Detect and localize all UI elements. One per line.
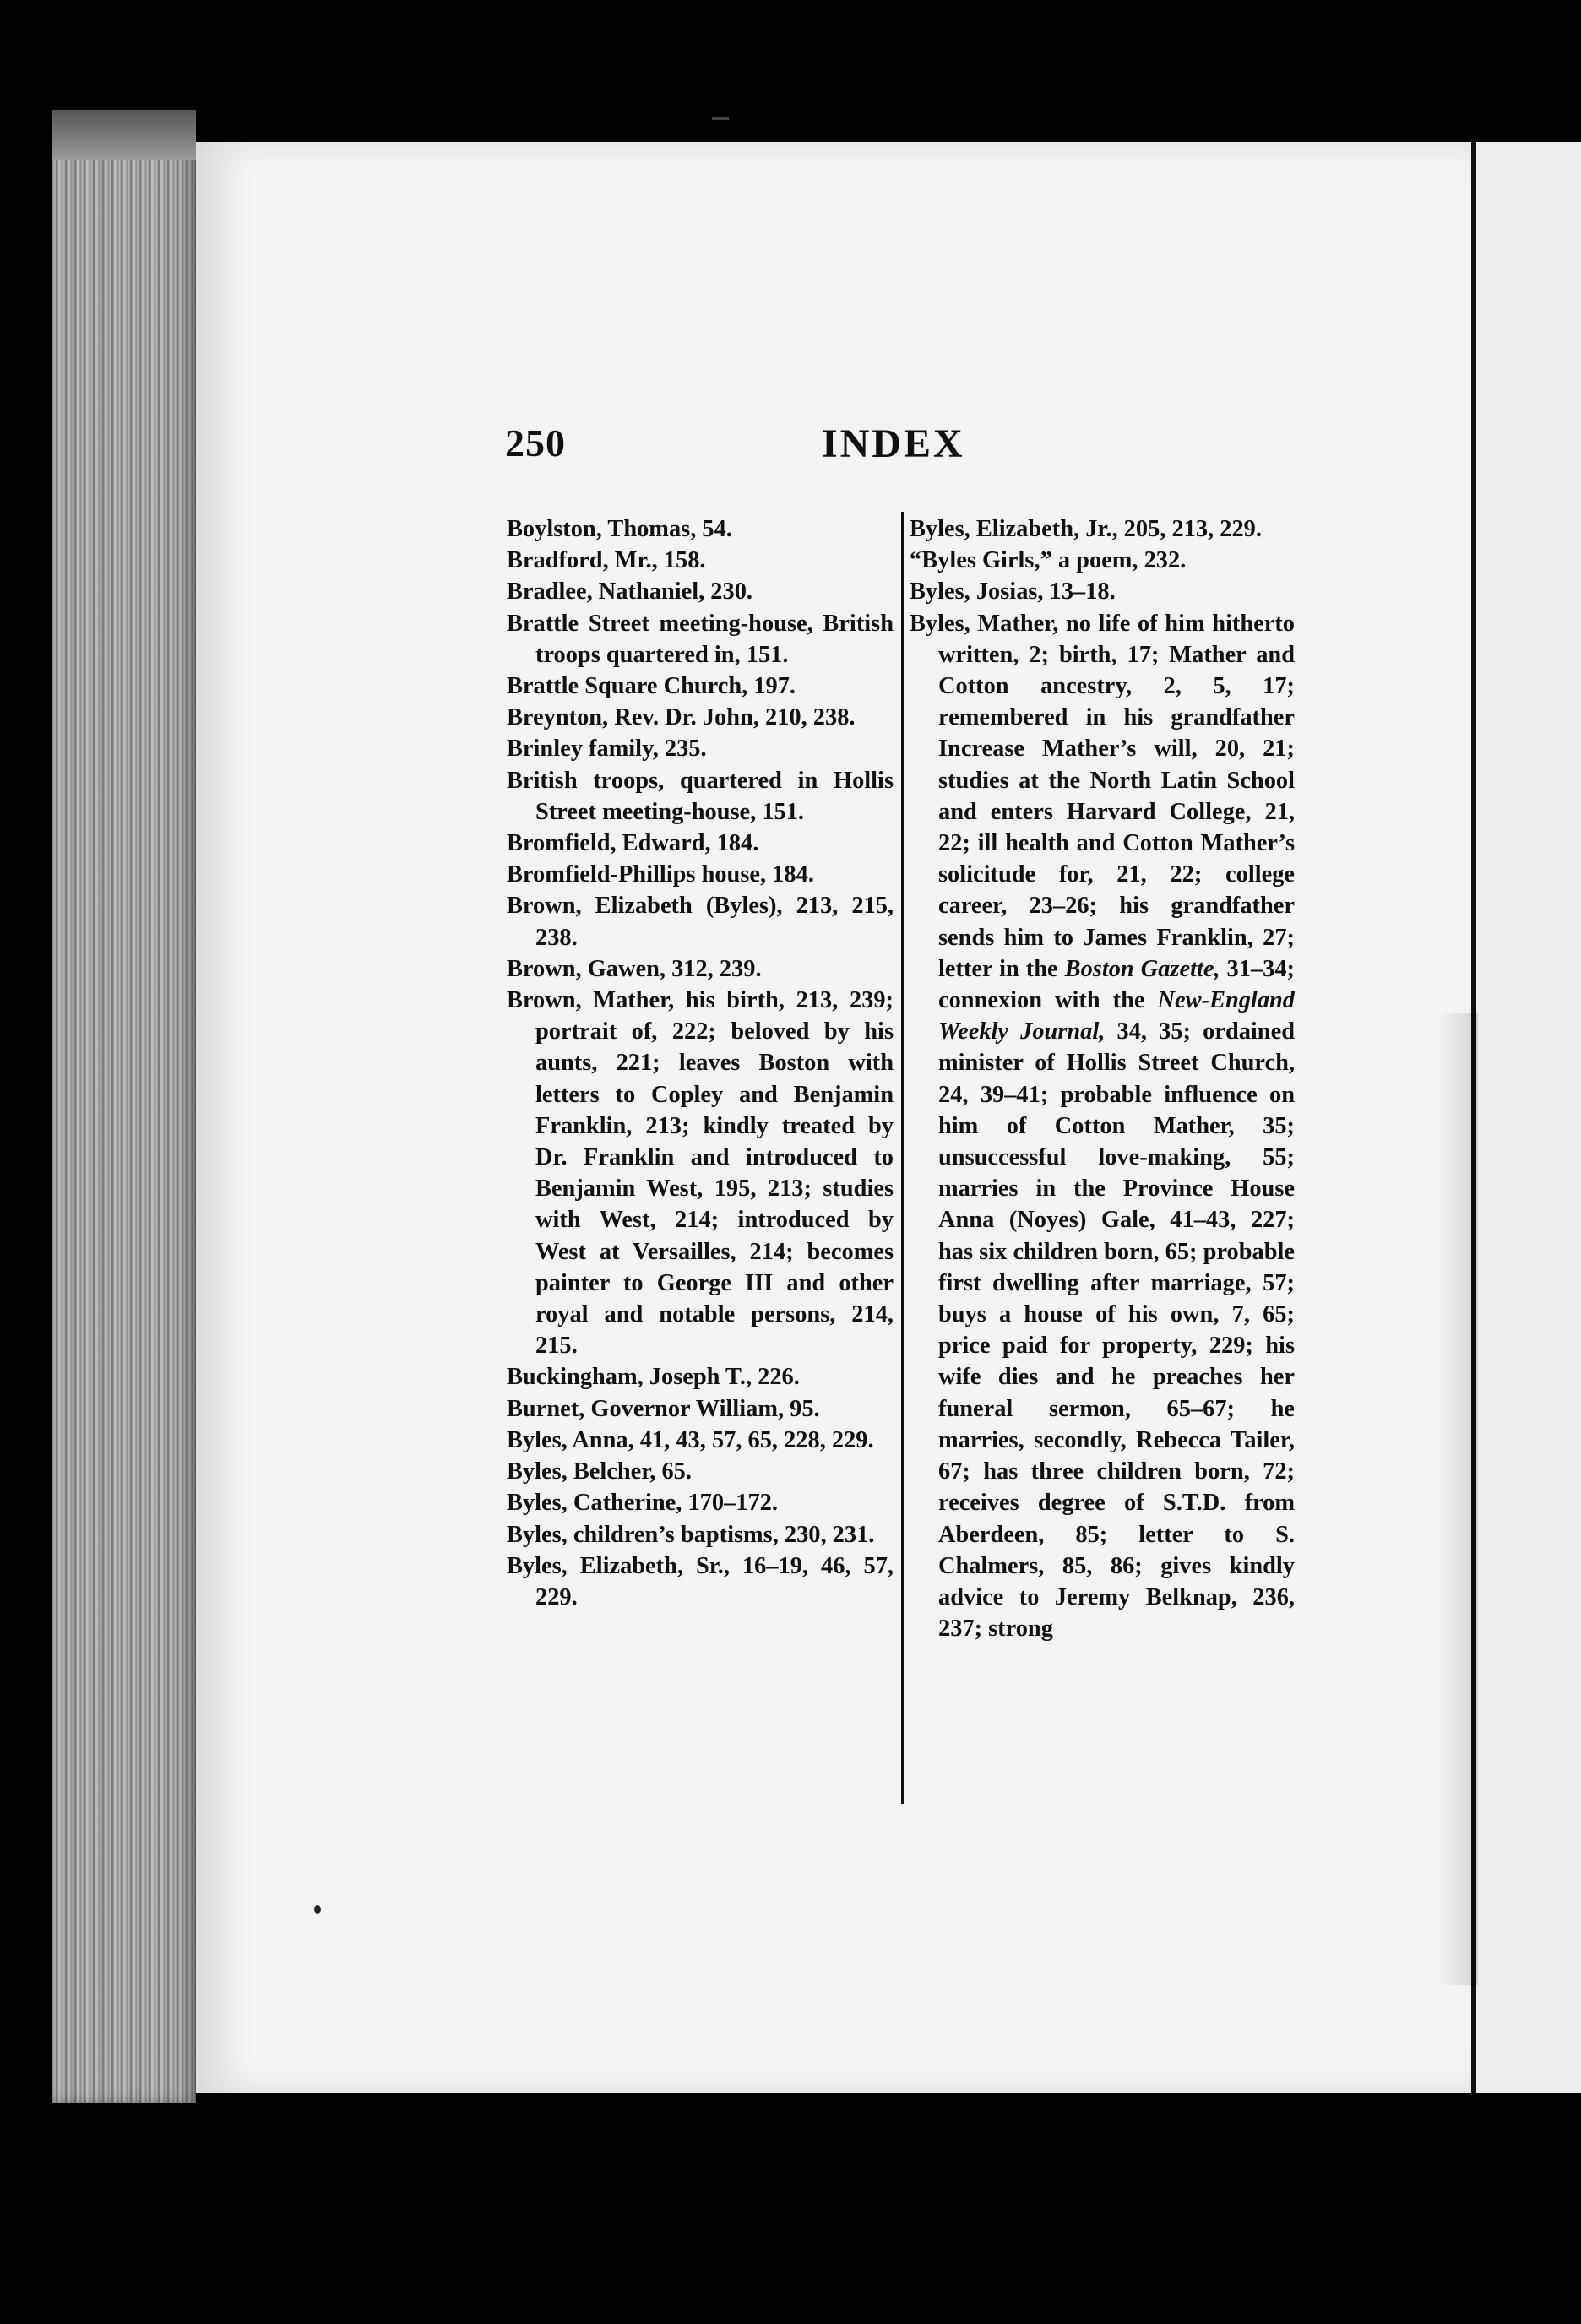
index-entry: Bradford, Mr., 158. [507, 547, 706, 574]
index-entry: Brown, Elizabeth (Byles), 213, 215, 238. [507, 893, 894, 951]
index-entry: Brattle Street meeting-house, British troops quartered in, 151. [507, 610, 894, 668]
index-entry: Byles, Catherine, 170–172. [507, 1490, 778, 1517]
index-entry: Bromfield, Edward, 184. [507, 830, 759, 857]
index-entry: Bradlee, Nathaniel, 230. [507, 578, 752, 605]
book-top-edge [52, 110, 196, 160]
index-entry: Buckingham, Joseph T., 226. [507, 1364, 800, 1391]
book-page-edges [52, 110, 196, 2103]
index-entry: Byles, Josias, 13–18. [910, 578, 1116, 605]
index-entry: Brown, Gawen, 312, 239. [507, 955, 762, 982]
index-entry: Brown, Mather, his birth, 213, 239; portrait of, 222; beloved by his aunts, 221; leaves Boston with letters to Copley and Benjamin Franklin, 213; kindly treated by Dr. Franklin and introduced to Benjamin West, 195, 213; studies with West, 214; introduced by West at Versailles, 214; becomes painter to George III and other royal and notable persons, 214, 215. [507, 987, 894, 1360]
running-head [505, 421, 978, 480]
entry-text: 31–34; connexion with the [938, 955, 1295, 1014]
index-entry: Brinley family, 235. [507, 736, 707, 763]
page-title: INDEX [822, 421, 965, 466]
index-entry: Byles, Belcher, 65. [507, 1458, 692, 1485]
entry-text: 34, 35; ordained minister of Hollis Street Church, 24, 39–41; probable influence on him of Cotton Mather, 35; unsuccessful love-making, 55; marries in the Province House Anna (Noyes) Gale, 41–43, 227; has six children born, 65; probable first dwelling after marriage, 57; buys a house of his own, 7, 65; price paid for property, 229; his wife dies and he preaches her funeral sermon, 65–67; he marries, secondly, Rebecca Tailer, 67; has three children born, 72; receives degree of S.T.D. from Aberdeen, 85; letter to S. Chalmers, 85, 86; gives kindly advice to Jeremy Belknap, 236, 237; strong [938, 1018, 1295, 1643]
index-entry: Burnet, Governor William, 95. [507, 1395, 820, 1422]
entry-text: Byles, Mather, no life of him hitherto written, 2; birth, 17; Mather and Cotton ancestry, 2, 5, 17; remembered in his grandfather Increase Mather’s will, 20, 21; studies at the North Latin School and enters Harvard College, 21, 22; ill health and Cotton Mather’s solicitude for, 21, 22; college career, 23–26; his grandfather sends him to James Franklin, 27; letter in the [910, 610, 1295, 982]
index-entry: Byles, Elizabeth, Jr., 205, 213, 229. [910, 516, 1262, 542]
entry-italic-title: Boston Gazette, [1064, 955, 1220, 982]
index-entry: Byles, Elizabeth, Sr., 16–19, 46, 57, 229. [507, 1552, 894, 1610]
index-entry: Byles, Anna, 41, 43, 57, 65, 228, 229. [507, 1426, 874, 1453]
index-column-right [910, 513, 1295, 1644]
dust-speck [712, 117, 729, 120]
index-entry: “Byles Girls,” a poem, 232. [910, 547, 1187, 574]
ink-spot [314, 1905, 321, 1914]
index-entry: British troops, quartered in Hollis Street meeting-house, 151. [507, 767, 894, 825]
page-gutter-shadow [1436, 1013, 1478, 1985]
index-entry: Brattle Square Church, 197. [507, 673, 796, 700]
facing-page-edge [1471, 142, 1581, 2093]
index-entry: Breynton, Rev. Dr. John, 210, 238. [507, 704, 856, 731]
index-column-left [507, 513, 894, 1613]
entry-italic-title: New-England Weekly Journal, [938, 987, 1295, 1045]
index-entry: Byles, children’s baptisms, 230, 231. [507, 1521, 875, 1548]
index-entry: Boylston, Thomas, 54. [507, 516, 732, 542]
index-entry-mather-byles [910, 608, 1295, 1645]
index-entry: Bromfield-Phillips house, 184. [507, 861, 814, 888]
column-divider [901, 512, 904, 1804]
page-number: 250 [505, 421, 566, 464]
